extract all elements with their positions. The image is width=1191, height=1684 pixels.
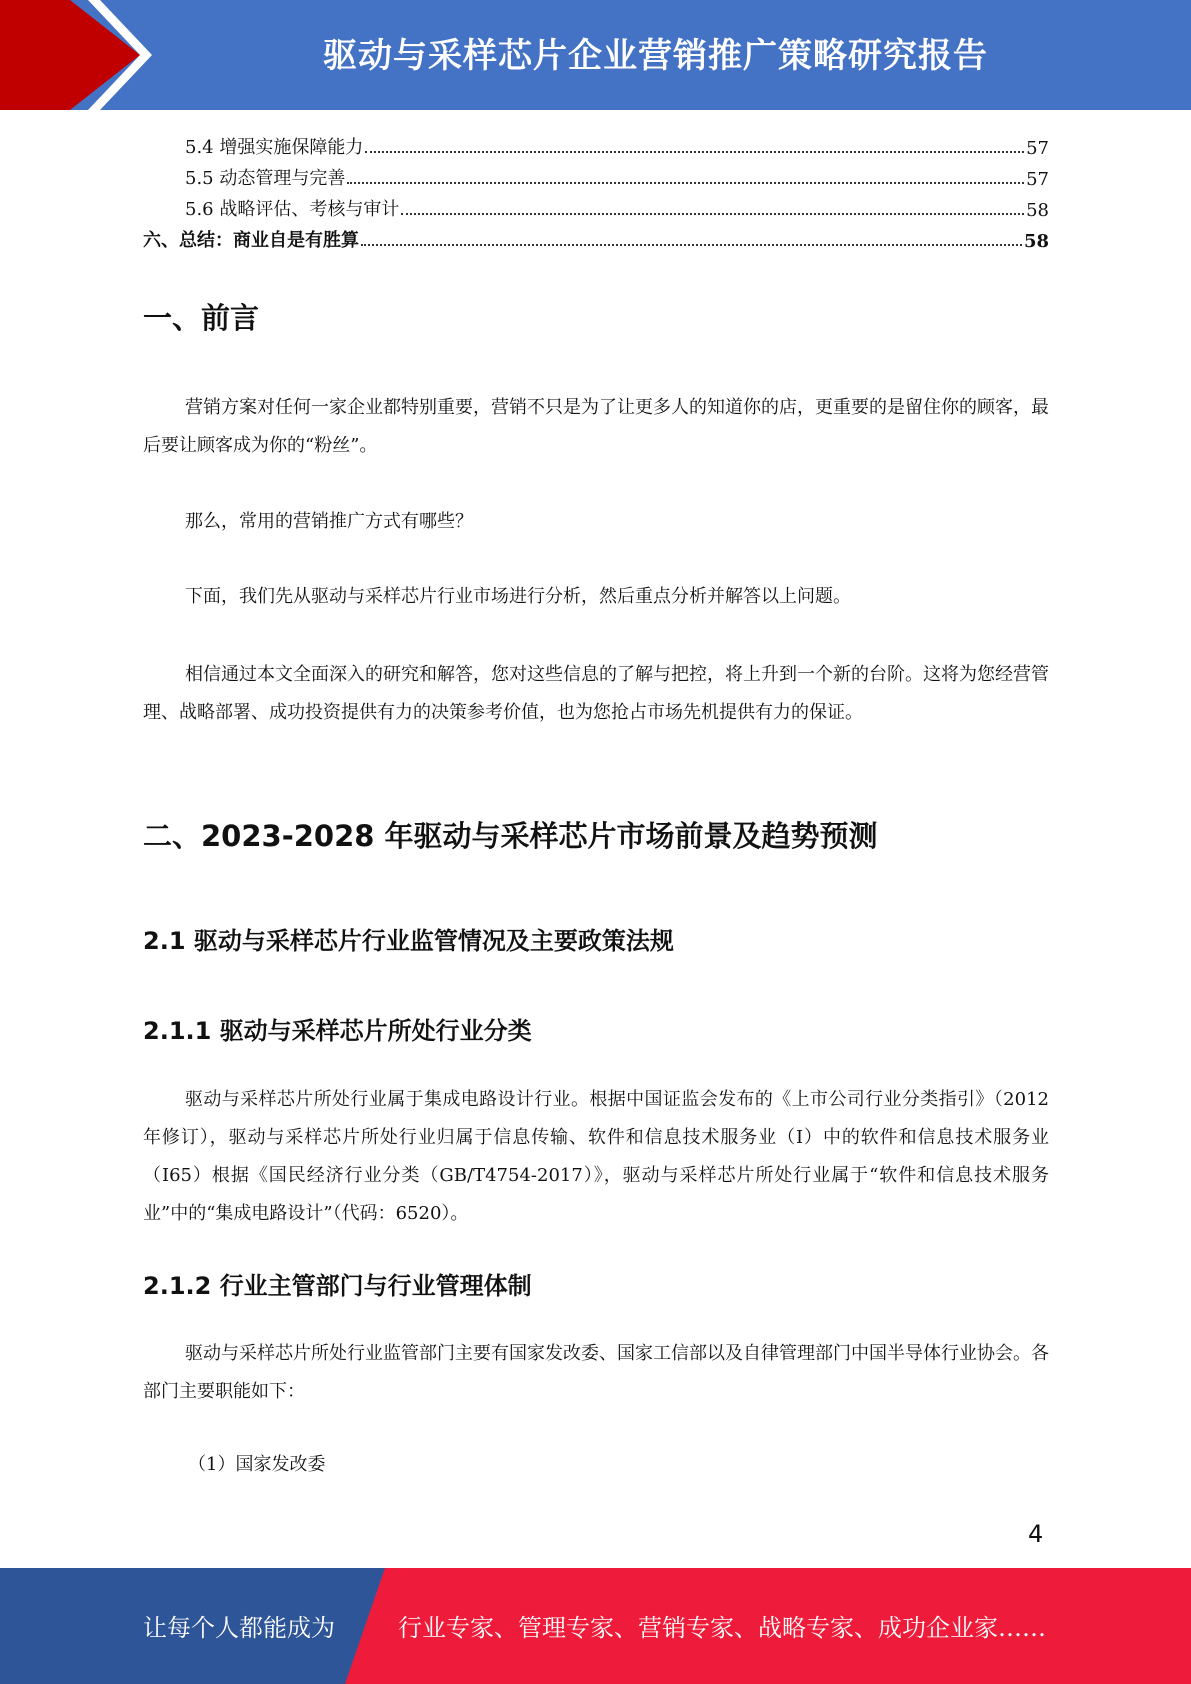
toc-label: 六、总结：商业自是有胜算 xyxy=(143,230,359,251)
toc-page: 58 xyxy=(1023,231,1049,252)
header-banner xyxy=(0,0,1191,110)
subsection-heading: 2.1.1 驱动与采样芯片所处行业分类 xyxy=(143,1017,532,1045)
subsection-heading: 2.1.2 行业主管部门与行业管理体制 xyxy=(143,1272,532,1300)
toc-row[interactable] xyxy=(143,190,1049,221)
paragraph: 营销方案对任何一家企业都特别重要，营销不只是为了让更多人的知道你的店，更重要的是留住你的顾客，最后要让顾客成为你的“粉丝”。 xyxy=(143,397,1049,456)
toc-row[interactable] xyxy=(143,221,1049,252)
list-item: （1）国家发改委 xyxy=(188,1454,326,1475)
footer-banner xyxy=(0,1568,1191,1684)
toc-row[interactable] xyxy=(143,128,1049,159)
paragraph: 驱动与采样芯片所处行业属于集成电路设计行业。根据中国证监会发布的《上市公司行业分类指引》（2012 年修订），驱动与采样芯片所处行业归属于信息传输、软件和信息技术服务业（I）中的软件和信息技术服务业（I65）根据《国民经济行业分类（GB/T4754-2017）》，驱动与采样芯片所处行业属于“软件和信息技术服务业”中的“集成电路设计”（代码：6520）。 xyxy=(143,1089,1049,1224)
toc-page: 58 xyxy=(1026,200,1049,221)
paragraph: 相信通过本文全面深入的研究和解答，您对这些信息的了解与把控，将上升到一个新的台阶。这将为您经营管理、战略部署、成功投资提供有力的决策参考价值，也为您抢占市场先机提供有力的保证。 xyxy=(143,664,1049,723)
footer-slogan-right: 行业专家、管理专家、营销专家、战略专家、成功企业家…… xyxy=(398,1614,1046,1642)
toc-label: 5.4 增强实施保障能力 xyxy=(185,137,364,158)
toc-leader-dots xyxy=(361,244,1022,246)
footer-slogan-left: 让每个人都能成为 xyxy=(143,1614,335,1642)
section-heading-market: 二、2023-2028 年驱动与采样芯片市场前景及趋势预测 xyxy=(143,819,878,853)
paragraph: 那么，常用的营销推广方式有哪些？ xyxy=(185,511,473,532)
toc-leader-dots xyxy=(347,182,1024,184)
section-heading-preface: 一、前言 xyxy=(143,301,260,335)
header-red-chevron xyxy=(0,0,140,110)
report-title: 驱动与采样芯片企业营销推广策略研究报告 xyxy=(323,36,988,76)
toc-page: 57 xyxy=(1026,138,1049,159)
table-of-contents xyxy=(143,128,1049,252)
paragraph: 下面，我们先从驱动与采样芯片行业市场进行分析，然后重点分析并解答以上问题。 xyxy=(185,586,851,607)
toc-label: 5.6 战略评估、考核与审计 xyxy=(185,199,400,220)
subsection-heading: 2.1 驱动与采样芯片行业监管情况及主要政策法规 xyxy=(143,927,674,955)
toc-row[interactable] xyxy=(143,159,1049,190)
toc-leader-dots xyxy=(401,213,1024,215)
paragraph: 驱动与采样芯片所处行业监管部门主要有国家发改委、国家工信部以及自律管理部门中国半导体行业协会。各部门主要职能如下： xyxy=(143,1343,1049,1402)
toc-leader-dots xyxy=(365,151,1024,153)
toc-page: 57 xyxy=(1026,169,1049,190)
toc-label: 5.5 动态管理与完善 xyxy=(185,168,346,189)
page-number: 4 xyxy=(1028,1520,1044,1548)
